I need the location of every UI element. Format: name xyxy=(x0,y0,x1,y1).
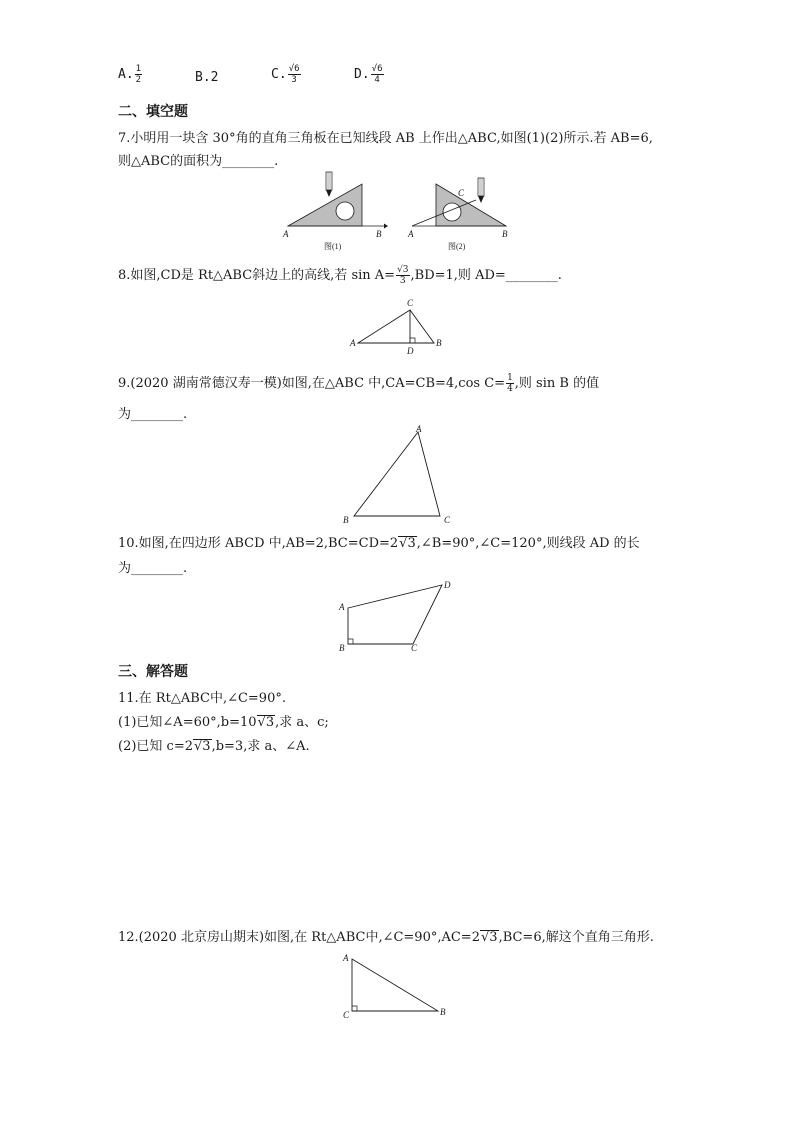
q9-label-a: A xyxy=(416,424,422,434)
q9-label-c: C xyxy=(444,515,451,525)
q7-figure-1 xyxy=(282,172,388,251)
q10-sqrt-value: 3 xyxy=(407,536,416,551)
q6-option-a-prefix: A. xyxy=(118,67,134,82)
q10-line2: 为________. xyxy=(118,561,188,576)
q9-frac-num: 1 xyxy=(507,373,513,383)
q12-sqrt: √3 xyxy=(480,930,498,945)
q12-sqrt-value: 3 xyxy=(489,930,498,945)
q12-part1: 12.(2020 北京房山期末)如图,在 Rt△ABC中,∠C=90°,AC=2 xyxy=(118,930,480,945)
q11-sub1-part1: (1)已知∠A=60°,b=10 xyxy=(118,715,257,730)
q11-sub1-sqrt-value: 3 xyxy=(265,715,275,730)
q8-part2: ,BD=1,则 AD=________. xyxy=(410,268,562,283)
q7-fig1-label-a: A xyxy=(283,229,289,239)
q8-frac-num: √3 xyxy=(397,265,409,275)
q10-label-c: C xyxy=(411,643,418,653)
q6-option-a xyxy=(118,64,143,85)
q9-label-b: B xyxy=(343,515,349,525)
q11-sub2-part1: (2)已知 c=2 xyxy=(118,739,193,754)
q8-part1: 8.如图,CD是 Rt△ABC斜边上的高线,若 sin A= xyxy=(118,268,396,283)
q7-fig2-label-c: C xyxy=(458,188,465,198)
q10-part1: 10.如图,在四边形 ABCD 中,AB=2,BC=CD=2 xyxy=(118,536,399,551)
q6-option-d xyxy=(354,64,385,85)
q8-label-b: B xyxy=(436,338,442,348)
q7-fig2-caption: 图(2) xyxy=(448,242,466,251)
q11-sub1-sqrt: √3 xyxy=(257,715,275,730)
q7-fig2-label-b: B xyxy=(502,229,508,239)
q10-label-a: A xyxy=(339,602,345,612)
section2-title: 二、填空题 xyxy=(118,104,188,120)
q11-sub2 xyxy=(118,735,310,754)
q7-figures xyxy=(280,170,520,254)
q9-line1 xyxy=(118,372,599,394)
q10-line1 xyxy=(118,532,640,551)
q9-line2: 为________. xyxy=(118,407,188,422)
q9-figure xyxy=(338,422,458,528)
q6-option-c xyxy=(271,64,302,85)
q12-figure xyxy=(338,950,458,1024)
q6-option-c-num: √6 xyxy=(288,64,300,74)
q7-fig1-label-b: B xyxy=(376,229,382,239)
q12-text xyxy=(118,926,654,945)
q8-label-c: C xyxy=(407,298,414,308)
q8-label-d: D xyxy=(407,346,414,356)
q7-line1: 7.小明用一块含 30°角的直角三角板在已知线段 AB 上作出△ABC,如图(1)(2)所示.若 AB=6, xyxy=(118,131,653,146)
q10-part2: ,∠B=90°,∠C=120°,则线段 AD 的长 xyxy=(416,536,640,551)
q10-sqrt: √3 xyxy=(399,536,416,551)
q7-fig2-label-a: A xyxy=(408,229,414,239)
q12-label-a: A xyxy=(343,953,349,963)
q7-line2: 则△ABC的面积为________. xyxy=(118,154,279,169)
q11-sub2-sqrt: √3 xyxy=(194,739,211,754)
q10-label-d: D xyxy=(444,580,451,590)
q8-text xyxy=(118,264,562,286)
q11-sub2-part2: ,b=3,求 a、∠A. xyxy=(211,739,310,754)
q9-frac-den: 4 xyxy=(507,384,513,394)
q6-option-c-prefix: C. xyxy=(271,67,287,82)
q11-sub2-sqrt-value: 3 xyxy=(202,739,211,754)
q8-label-a: A xyxy=(350,338,356,348)
q6-option-d-num: √6 xyxy=(371,64,383,74)
q9-part1: 9.(2020 湖南常德汉寿一模)如图,在△ABC 中,CA=CB=4,cos C= xyxy=(118,376,506,391)
q9-part2: ,则 sin B 的值 xyxy=(514,376,600,391)
q6-option-d-prefix: D. xyxy=(354,67,370,82)
q8-frac-den: 3 xyxy=(399,276,406,286)
q12-label-b: B xyxy=(440,1007,446,1017)
q12-part2: ,BC=6,解这个直角三角形. xyxy=(498,930,654,945)
section3-title: 三、解答题 xyxy=(118,664,188,680)
q6-option-c-den: 3 xyxy=(291,75,297,85)
q10-figure xyxy=(336,576,460,656)
q6-option-d-den: 4 xyxy=(374,75,380,85)
q11-sub1 xyxy=(118,711,329,730)
pencil-icon xyxy=(326,172,332,197)
q6-option-a-num: 1 xyxy=(135,64,142,74)
q10-label-b: B xyxy=(339,643,345,653)
q12-label-c: C xyxy=(343,1010,350,1020)
q6-option-a-den: 2 xyxy=(135,75,142,85)
q8-figure xyxy=(348,296,448,358)
q11-line1: 11.在 Rt△ABC中,∠C=90°. xyxy=(118,691,286,706)
q6-option-b: B.2 xyxy=(195,70,219,85)
pencil-icon xyxy=(478,178,484,203)
q7-fig1-caption: 图(1) xyxy=(324,242,342,251)
q11-sub1-part2: ,求 a、c; xyxy=(275,715,329,730)
q7-figure-2 xyxy=(407,178,508,251)
